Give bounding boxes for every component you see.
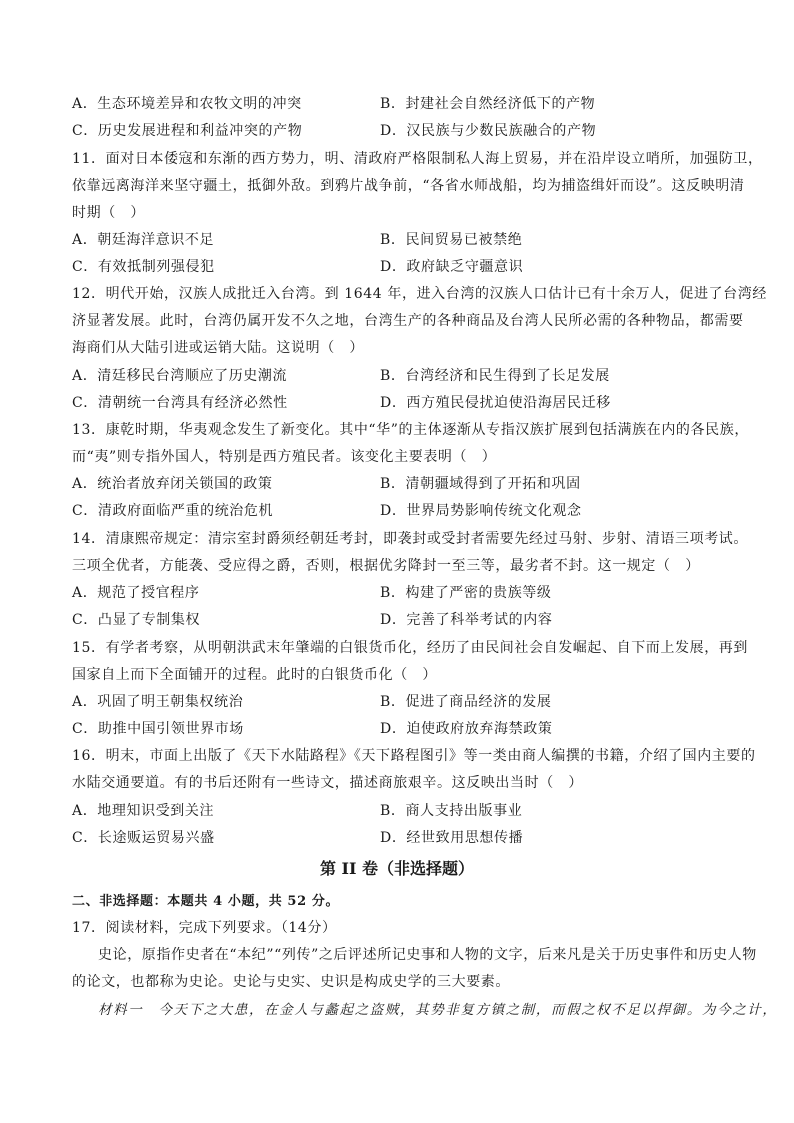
q16-option-b: B．商人支持出版事业 (380, 803, 523, 819)
q14-stem-line1: 14．清康熙帝规定：清宗室封爵须经朝廷考封，即袭封或受封者需要先经过马射、步射、清语三项考试。 (72, 531, 749, 547)
q15-option-a: A．巩固了明王朝集权统治 (72, 694, 244, 710)
q13-stem-line2: 而“夷”则专指外国人，特别是西方殖民者。该变化主要表明（ ） (72, 449, 497, 465)
q16-stem-line1: 16．明末，市面上出版了《天下水陆路程》《天下路程图引》等一类由商人编撰的书籍，介绍了国内主要的 (72, 748, 756, 764)
q12-option-b: B．台湾经济和民生得到了长足发展 (380, 368, 610, 384)
q14-option-b: B．构建了严密的贵族等级 (380, 585, 552, 601)
q11-stem-line2: 依靠远离海洋来坚守疆土，抵御外敌。到鸦片战争前，“各省水师战船，均为捕盗缉奸而设”。这反映明清 (72, 178, 745, 194)
q16-option-a: A．地理知识受到关注 (72, 803, 215, 819)
q15-stem-line1: 15．有学者考察，从明朝洪武末年肇端的白银货币化，经历了由民间社会自发崛起、自下而上发展，再到 (72, 640, 749, 656)
q11-stem-line3: 时期（ ） (72, 205, 145, 221)
q10-option-d: D．汉民族与少数民族融合的产物 (380, 123, 597, 139)
part2-heading: 二、非选择题：本题共 4 小题，共 52 分。 (72, 894, 340, 909)
q12-option-c: C．清朝统一台湾具有经济必然性 (72, 395, 288, 411)
q14-option-c: C．凸显了专制集权 (72, 612, 201, 628)
q12-option-d: D．西方殖民侵扰迫使沿海居民迁移 (380, 395, 611, 411)
q11-option-a: A．朝廷海洋意识不足 (72, 232, 215, 248)
q11-option-b: B．民间贸易已被禁绝 (380, 232, 523, 248)
q10-option-b: B．封建社会自然经济低下的产物 (380, 96, 596, 112)
q17-stem: 17．阅读材料，完成下列要求。（14分） (72, 920, 337, 936)
q10-option-a: A．生态环境差异和农牧文明的冲突 (72, 96, 302, 112)
q15-option-c: C．助推中国引领世界市场 (72, 721, 244, 737)
q13-option-d: D．世界局势影响传统文化观念 (380, 503, 582, 519)
q12-stem-line2: 济显著发展。此时，台湾仍属开发不久之地，台湾生产的各种商品及台湾人民所必需的各种物品，都需要 (72, 313, 744, 329)
q14-option-a: A．规范了授官程序 (72, 585, 200, 601)
q14-option-d: D．完善了科举考试的内容 (380, 612, 553, 628)
q12-stem-line3: 海商们从大陆引进或运销大陆。这说明（ ） (72, 340, 364, 356)
q15-stem-line2: 国家自上而下全面铺开的过程。此时的白银货币化（ ） (72, 667, 437, 683)
q13-option-a: A．统治者放弃闭关锁国的政策 (72, 476, 273, 492)
q13-option-b: B．清朝疆域得到了开拓和巩固 (380, 476, 581, 492)
q17-paragraph-line2: 的论文，也都称为史论。史论与史实、史识是构成史学的三大要素。 (72, 974, 510, 990)
q15-option-b: B．促进了商品经济的发展 (380, 694, 552, 710)
q11-stem-line1: 11．面对日本倭寇和东渐的西方势力，明、清政府严格限制私人海上贸易，并在沿岸设立哨所，加强防卫， (72, 151, 763, 167)
q11-option-c: C．有效抵制列强侵犯 (72, 259, 215, 275)
q16-option-d: D．经世致用思想传播 (380, 830, 524, 846)
q11-option-d: D．政府缺乏守疆意识 (380, 259, 524, 275)
q13-option-c: C．清政府面临严重的统治危机 (72, 503, 274, 519)
q17-paragraph-line1: 史论，原指作史者在“本纪”“列传”之后评述所记史事和人物的文字，后来凡是关于历史事件和历史人物 (98, 947, 757, 963)
q14-stem-line2: 三项全优者，方能袭、受应得之爵，否则，根据优劣降封一至三等，最劣者不封。这一规定（ ） (72, 558, 700, 574)
q16-option-c: C．长途贩运贸易兴盛 (72, 830, 215, 846)
q10-option-c: C．历史发展进程和利益冲突的产物 (72, 123, 303, 139)
q12-stem-line1: 12．明代开始，汉族人成批迁入台湾。到 1644 年，进入台湾的汉族人口估计已有十余万人，促进了台湾经 (72, 286, 767, 302)
q12-option-a: A．清廷移民台湾顺应了历史潮流 (72, 368, 288, 384)
q13-stem-line1: 13．康乾时期，华夷观念发生了新变化。其中“华”的主体逐渐从专指汉族扩展到包括满族在内的各民族， (72, 422, 749, 438)
part2-title: 第 II 卷（非选择题） (319, 859, 475, 878)
q17-material-one: 材料一 今天下之大患，在金人与蠡起之盗贼，其势非复方镇之制，而假之权不足以捍御。为今之计， (98, 1002, 778, 1018)
q16-stem-line2: 水陆交通要道。有的书后还附有一些诗文，描述商旅艰辛。这反映出当时（ ） (72, 775, 583, 791)
q15-option-d: D．迫使政府放弃海禁政策 (380, 721, 553, 737)
